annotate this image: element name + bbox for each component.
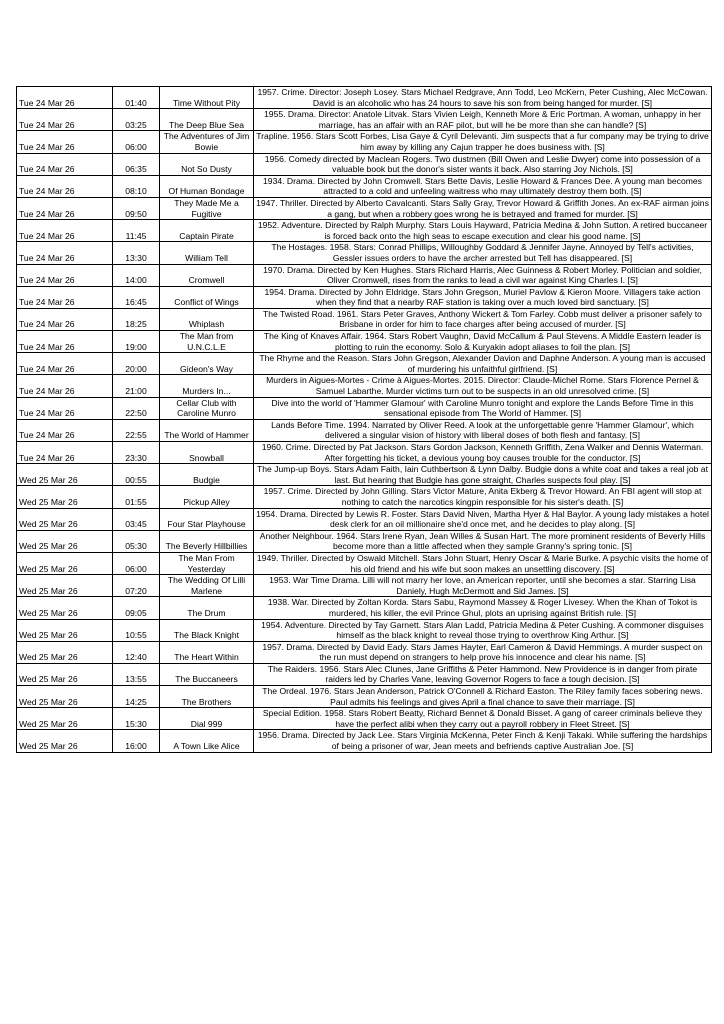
description-cell: 1952. Adventure. Directed by Ralph Murphy. Stars Louis Hayward, Patricia Medina & John Sutton. A retired buccaneer is forced back onto the high seas to escape execution and clear his good name. [S]	[254, 220, 712, 242]
title-cell: Not So Dusty	[160, 153, 254, 175]
time-cell: 14:25	[113, 686, 160, 708]
description-cell: Dive into the world of 'Hammer Glamour' with Caroline Munro tonight and explore the Lands Before Time in this sensational episode from The World of Hammer. [S]	[254, 397, 712, 419]
date-cell: Wed 25 Mar 26	[17, 552, 113, 574]
time-cell: 15:30	[113, 708, 160, 730]
time-cell: 06:00	[113, 552, 160, 574]
time-cell: 21:00	[113, 375, 160, 397]
date-cell: Tue 24 Mar 26	[17, 442, 113, 464]
time-cell: 06:00	[113, 131, 160, 153]
description-cell: 1954. Adventure. Directed by Tay Garnett. Stars Alan Ladd, Patricia Medina & Peter Cushing. A commoner disguises himself as the black knight to reveal those trying to overthrow King Arthur. [S]	[254, 619, 712, 641]
date-cell: Wed 25 Mar 26	[17, 730, 113, 752]
time-cell: 23:30	[113, 442, 160, 464]
schedule-row	[17, 442, 712, 464]
description-cell: 1960. Crime. Directed by Pat Jackson. Stars Gordon Jackson, Kenneth Griffith, Zena Walker and Dennis Waterman. After forgetting his ticket, a devious young boy causes trouble for the conductor. [S]	[254, 442, 712, 464]
date-cell: Tue 24 Mar 26	[17, 175, 113, 197]
schedule-row	[17, 508, 712, 530]
schedule-body	[17, 87, 712, 753]
title-cell: Cellar Club with Caroline Munro	[160, 397, 254, 419]
time-cell: 05:30	[113, 530, 160, 552]
title-cell: Four Star Playhouse	[160, 508, 254, 530]
title-cell: The World of Hammer	[160, 419, 254, 441]
schedule-row	[17, 131, 712, 153]
title-cell: Murders In...	[160, 375, 254, 397]
time-cell: 13:55	[113, 663, 160, 685]
description-cell: The Ordeal. 1976. Stars Jean Anderson, Patrick O'Connell & Richard Easton. The Riley family faces sobering news. Paul admits his feelings and gives April a final chance to save their marriage. [S]	[254, 686, 712, 708]
schedule-row	[17, 597, 712, 619]
date-cell: Tue 24 Mar 26	[17, 308, 113, 330]
title-cell: The Drum	[160, 597, 254, 619]
description-cell: 1956. Comedy directed by Maclean Rogers. Two dustmen (Bill Owen and Leslie Dwyer) come into possession of a valuable book but the donor's sister wants it back. Also starring Joy Nichols. [S]	[254, 153, 712, 175]
schedule-row	[17, 331, 712, 353]
time-cell: 09:50	[113, 197, 160, 219]
schedule-row	[17, 486, 712, 508]
time-cell: 03:25	[113, 109, 160, 131]
time-cell: 18:25	[113, 308, 160, 330]
date-cell: Tue 24 Mar 26	[17, 109, 113, 131]
schedule-row	[17, 730, 712, 752]
title-cell: Budgie	[160, 464, 254, 486]
description-cell: The Jump-up Boys. Stars Adam Faith, Iain Cuthbertson & Lynn Dalby. Budgie dons a white coat and takes a real job at last. But hearing that Budgie has gone straight, Charles suspects foul play. [S]	[254, 464, 712, 486]
description-cell: Lands Before Time. 1994. Narrated by Oliver Reed. A look at the unforgettable genre 'Hammer Glamour', which delivered a singular vision of history with liberal doses of both flesh and fantasy. [S]	[254, 419, 712, 441]
title-cell: Dial 999	[160, 708, 254, 730]
title-cell: Snowball	[160, 442, 254, 464]
schedule-row	[17, 575, 712, 597]
time-cell: 22:55	[113, 419, 160, 441]
description-cell: 1949. Thriller. Directed by Oswald Mitchell. Stars John Stuart, Henry Oscar & Marie Burke. A psychic visits the home of his old friend and his wife but soon makes an unsettling discovery. [S]	[254, 552, 712, 574]
schedule-table	[16, 86, 712, 753]
date-cell: Tue 24 Mar 26	[17, 197, 113, 219]
date-cell: Wed 25 Mar 26	[17, 641, 113, 663]
schedule-row	[17, 197, 712, 219]
title-cell: The Man From Yesterday	[160, 552, 254, 574]
schedule-row	[17, 686, 712, 708]
title-cell: Gideon's Way	[160, 353, 254, 375]
schedule-row	[17, 220, 712, 242]
date-cell: Tue 24 Mar 26	[17, 397, 113, 419]
schedule-row	[17, 87, 712, 109]
title-cell: Cromwell	[160, 264, 254, 286]
title-cell: Conflict of Wings	[160, 286, 254, 308]
title-cell: The Man from U.N.C.L.E	[160, 331, 254, 353]
time-cell: 08:10	[113, 175, 160, 197]
schedule-row	[17, 242, 712, 264]
time-cell: 22:50	[113, 397, 160, 419]
description-cell: The King of Knaves Affair. 1964. Stars Robert Vaughn, David McCallum & Paul Stevens. A Middle Eastern leader is plotting to ruin the economy. Solo & Kuryakin adopt aliases to foil the plan. [S]	[254, 331, 712, 353]
title-cell: Of Human Bondage	[160, 175, 254, 197]
title-cell: A Town Like Alice	[160, 730, 254, 752]
title-cell: Whiplash	[160, 308, 254, 330]
description-cell: Another Neighbour. 1964. Stars Irene Ryan, Jean Willes & Susan Hart. The more prominent residents of Beverly Hills become more than a little affected when they sample Granny's spring tonic. [S]	[254, 530, 712, 552]
schedule-row	[17, 264, 712, 286]
description-cell: The Raiders. 1956. Stars Alec Clunes, Jane Griffiths & Peter Hammond. New Providence is in danger from pirate raiders led by Charles Vane, leaving Governor Rogers to face a tough decision. [S]	[254, 663, 712, 685]
title-cell: The Buccaneers	[160, 663, 254, 685]
description-cell: 1956. Drama. Directed by Jack Lee. Stars Virginia McKenna, Peter Finch & Kenji Takaki. While suffering the hardships of being a prisoner of war, Jean meets and befriends captive Australian Joe. [S]	[254, 730, 712, 752]
description-cell: The Rhyme and the Reason. Stars John Gregson, Alexander Davion and Daphne Anderson. A young man is accused of murdering his unfaithful girlfriend. [S]	[254, 353, 712, 375]
description-cell: 1953. War Time Drama. Lilli will not marry her love, an American reporter, until she becomes a star. Starring Lisa Daniely, Hugh McDermott and Sid James. [S]	[254, 575, 712, 597]
schedule-row	[17, 175, 712, 197]
schedule-row	[17, 552, 712, 574]
title-cell: The Wedding Of Lilli Marlene	[160, 575, 254, 597]
time-cell: 16:45	[113, 286, 160, 308]
schedule-row	[17, 464, 712, 486]
date-cell: Tue 24 Mar 26	[17, 242, 113, 264]
description-cell: Special Edition. 1958. Stars Robert Beatty, Richard Bennet & Donald Bisset. A gang of career criminals believe they have the perfect alibi when they carry out a payroll robbery in Fleet Street. [S]	[254, 708, 712, 730]
date-cell: Tue 24 Mar 26	[17, 375, 113, 397]
schedule-row	[17, 375, 712, 397]
schedule-row	[17, 641, 712, 663]
date-cell: Tue 24 Mar 26	[17, 419, 113, 441]
schedule-row	[17, 286, 712, 308]
date-cell: Wed 25 Mar 26	[17, 708, 113, 730]
description-cell: The Hostages. 1958. Stars: Conrad Phillips, Willoughby Goddard & Jennifer Jayne. Annoyed by Tell's activities, Gessler issues orders to have the archer arrested but Tell has disappeared. [S]	[254, 242, 712, 264]
schedule-row	[17, 397, 712, 419]
title-cell: Time Without Pity	[160, 87, 254, 109]
title-cell: The Adventures of Jim Bowie	[160, 131, 254, 153]
schedule-row	[17, 708, 712, 730]
date-cell: Tue 24 Mar 26	[17, 87, 113, 109]
time-cell: 11:45	[113, 220, 160, 242]
description-cell: 1954. Drama. Directed by Lewis R. Foster. Stars David Niven, Martha Hyer & Hal Baylor. A young lady mistakes a hotel desk clerk for an oil millionaire she'd once met, and he decides to play along. [S]	[254, 508, 712, 530]
schedule-row	[17, 353, 712, 375]
title-cell: Pickup Alley	[160, 486, 254, 508]
schedule-row	[17, 663, 712, 685]
date-cell: Wed 25 Mar 26	[17, 508, 113, 530]
date-cell: Wed 25 Mar 26	[17, 464, 113, 486]
description-cell: 1954. Drama. Directed by John Eldridge. Stars John Gregson, Muriel Pavlow & Kieron Moore. Villagers take action when they find that a nearby RAF station is taking over a much loved bird sanctuary. [S]	[254, 286, 712, 308]
time-cell: 06:35	[113, 153, 160, 175]
description-cell: 1955. Drama. Director: Anatole Litvak. Stars Vivien Leigh, Kenneth More & Eric Portman. A woman, unhappy in her marriage, has an affair with an RAF pilot, but will he be more than she can handle? [S]	[254, 109, 712, 131]
date-cell: Wed 25 Mar 26	[17, 663, 113, 685]
time-cell: 00:55	[113, 464, 160, 486]
title-cell: They Made Me a Fugitive	[160, 197, 254, 219]
schedule-row	[17, 153, 712, 175]
title-cell: The Deep Blue Sea	[160, 109, 254, 131]
date-cell: Tue 24 Mar 26	[17, 131, 113, 153]
description-cell: Trapline. 1956. Stars Scott Forbes, Lisa Gaye & Cyril Delevanti. Jim suspects that a fur company may be trying to drive him away by killing any Cajun trapper he does business with. [S]	[254, 131, 712, 153]
date-cell: Tue 24 Mar 26	[17, 153, 113, 175]
date-cell: Tue 24 Mar 26	[17, 286, 113, 308]
schedule-row	[17, 530, 712, 552]
title-cell: The Black Knight	[160, 619, 254, 641]
time-cell: 01:55	[113, 486, 160, 508]
description-cell: 1934. Drama. Directed by John Cromwell. Stars Bette Davis, Leslie Howard & Frances Dee. A young man becomes attracted to a cold and unfeeling waitress who may ultimately destroy them both. [S]	[254, 175, 712, 197]
time-cell: 20:00	[113, 353, 160, 375]
date-cell: Tue 24 Mar 26	[17, 353, 113, 375]
schedule-row	[17, 109, 712, 131]
date-cell: Wed 25 Mar 26	[17, 530, 113, 552]
time-cell: 07:20	[113, 575, 160, 597]
schedule-row	[17, 419, 712, 441]
description-cell: 1957. Crime. Directed by John Gilling. Stars Victor Mature, Anita Ekberg & Trevor Howard. An FBI agent will stop at nothing to catch the narcotics kingpin responsible for his sister's death. [S]	[254, 486, 712, 508]
title-cell: The Beverly Hillbillies	[160, 530, 254, 552]
time-cell: 12:40	[113, 641, 160, 663]
time-cell: 01:40	[113, 87, 160, 109]
date-cell: Tue 24 Mar 26	[17, 220, 113, 242]
time-cell: 16:00	[113, 730, 160, 752]
description-cell: 1970. Drama. Directed by Ken Hughes. Stars Richard Harris, Alec Guinness & Robert Morley. Politician and soldier, Oliver Cromwell, rises from the ranks to lead a civil war against King Charles I. [S]	[254, 264, 712, 286]
title-cell: Captain Pirate	[160, 220, 254, 242]
description-cell: Murders in Aigues-Mortes - Crime à Aigues-Mortes. 2015. Director: Claude-Michel Rome. Stars Florence Pernel & Samuel Labarthe. Murder victims turn out to be suspects in an old unresolved crime. [S]	[254, 375, 712, 397]
title-cell: The Heart Within	[160, 641, 254, 663]
date-cell: Wed 25 Mar 26	[17, 575, 113, 597]
time-cell: 19:00	[113, 331, 160, 353]
time-cell: 14:00	[113, 264, 160, 286]
description-cell: 1957. Crime. Director: Joseph Losey. Stars Michael Redgrave, Ann Todd, Leo McKern, Peter Cushing, Alec McCowan. David is an alcoholic who has 24 hours to save his son from being hanged for murder. [S]	[254, 87, 712, 109]
date-cell: Wed 25 Mar 26	[17, 597, 113, 619]
title-cell: The Brothers	[160, 686, 254, 708]
schedule-row	[17, 619, 712, 641]
description-cell: 1957. Drama. Directed by David Eady. Stars James Hayter, Earl Cameron & David Hemmings. A murder suspect on the run must depend on strangers to help prove his innocence and clear his name. [S]	[254, 641, 712, 663]
description-cell: 1938. War. Directed by Zoltan Korda. Stars Sabu, Raymond Massey & Roger Livesey. When the Khan of Tokot is murdered, his killer, the evil Prince Ghul, plots an uprising against British rule. [S]	[254, 597, 712, 619]
date-cell: Tue 24 Mar 26	[17, 264, 113, 286]
schedule-row	[17, 308, 712, 330]
time-cell: 03:45	[113, 508, 160, 530]
time-cell: 13:30	[113, 242, 160, 264]
description-cell: The Twisted Road. 1961. Stars Peter Graves, Anthony Wickert & Tom Farley. Cobb must deliver a prisoner safely to Brisbane in order for him to face charges after being accused of murder. [S]	[254, 308, 712, 330]
date-cell: Wed 25 Mar 26	[17, 486, 113, 508]
time-cell: 09:05	[113, 597, 160, 619]
time-cell: 10:55	[113, 619, 160, 641]
date-cell: Wed 25 Mar 26	[17, 686, 113, 708]
date-cell: Wed 25 Mar 26	[17, 619, 113, 641]
title-cell: William Tell	[160, 242, 254, 264]
description-cell: 1947. Thriller. Directed by Alberto Cavalcanti. Stars Sally Gray, Trevor Howard & Griffith Jones. An ex-RAF airman joins a gang, but when a robbery goes wrong he is betrayed and framed for murder. [S]	[254, 197, 712, 219]
date-cell: Tue 24 Mar 26	[17, 331, 113, 353]
